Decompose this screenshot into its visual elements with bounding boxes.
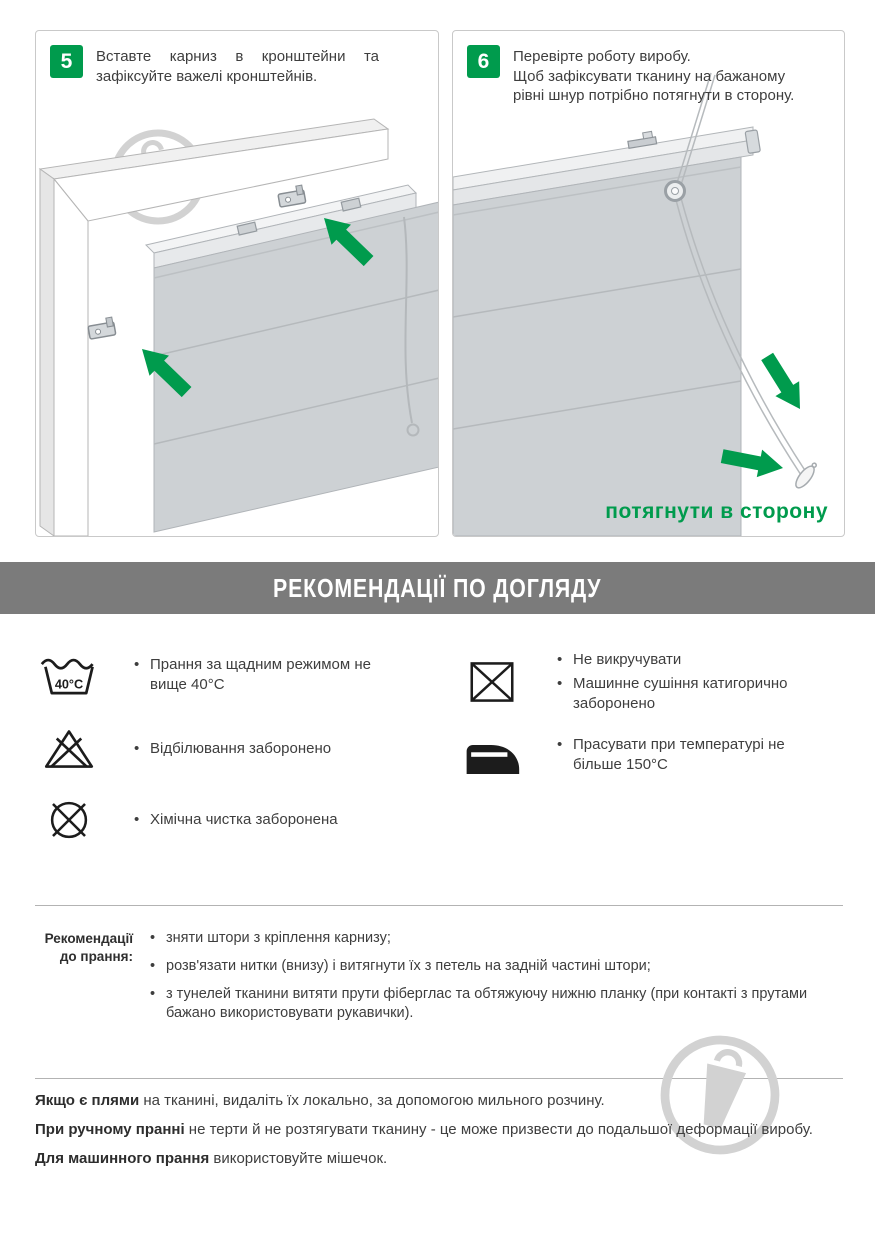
care-banner-title: РЕКОМЕНДАЦІЇ ПО ДОГЛЯДУ [273,572,602,603]
no-wring-icon [465,658,519,706]
pull-aside-caption: потягнути в сторону [605,500,828,523]
care-text-no-dry-clean: • Хімічна чистка заборонена [132,810,338,830]
washing-item: • з тунелей тканини витяти прути фіберглас та обтяжуючу нижню планку (при контакті з прутами бажано використовувати рукавички). [148,985,848,1023]
washing-label: Рекомендації до прання: [44,931,133,965]
care-text-wash: • Прання за щадним режимом не вище 40°С [132,655,382,695]
bracket-icon [87,317,116,339]
note-bold: При ручному пранні [35,1120,185,1138]
svg-text:40°C: 40°C [54,677,84,692]
washing-list [148,929,848,1022]
care-item-no-wring [463,650,817,713]
care-item-wash [40,650,382,700]
note-hand-wash [35,1121,843,1140]
care-item-no-bleach [40,724,331,774]
step-6-header [467,45,836,106]
wash-40-icon [40,650,98,700]
step-5-illustration [36,31,438,536]
note-bold: Для машинного прання [35,1149,210,1167]
care-item-no-dry-clean [40,794,338,846]
step-6-text-line1: Перевірте роботу виробу. [513,48,691,65]
step-6-illustration [453,31,844,536]
care-text-no-machine-dry: • Машинне сушіння катигорично заборонено [555,674,817,714]
note-bold: Якщо є плями [35,1092,140,1109]
note-stains [35,1092,843,1111]
roman-blind-drawing [146,185,438,532]
bottom-notes [35,1092,843,1178]
step-panel-6 [452,30,845,537]
washing-item: • розв'язати нитки (внизу) і витягнути їх з петель на задній частині штори; [148,957,848,976]
note-rest: використовуйте мішечок. [209,1149,388,1167]
care-banner [0,562,875,614]
step-6-text-line2: Щоб зафіксувати тканину на бажаному рівні шнур потрібно потягнути в сторону. [513,67,795,104]
care-item-iron [463,733,788,777]
washing-item: • зняти штори з кріплення карнизу; [148,929,848,948]
step-5-header [50,45,430,86]
cord-tassel-icon [793,460,820,490]
step-number-badge: 6 [467,45,500,78]
step-panel-5 [35,30,439,537]
cord-grommet-hole [672,188,679,195]
step-5-text: Вставте карниз в кронштейни та зафіксуйте важелі кронштейнів. [96,48,379,85]
care-text-no-wring: • Не викручувати [555,650,817,670]
note-rest: не терти й не розтягувати тканину - це може призвести до подальшої деформації виробу. [184,1120,813,1138]
green-arrow-icon [755,349,812,416]
no-dry-clean-icon [42,794,96,846]
note-rest: на тканині, видаліть їх локально, за допомогою мильного розчину. [139,1092,605,1109]
iron-icon [463,733,521,777]
no-bleach-icon [41,724,97,774]
care-text-iron: • Прасувати при температурі не більше 150°С [555,735,788,775]
bracket-icon [277,185,306,207]
step-6-text [513,47,815,106]
care-text-no-bleach: • Відбілювання заборонено [132,739,331,759]
note-machine-wash [35,1150,843,1169]
divider-line [35,905,843,906]
blind-fabric-drawing [453,157,741,536]
step-number-badge: 5 [50,45,83,78]
